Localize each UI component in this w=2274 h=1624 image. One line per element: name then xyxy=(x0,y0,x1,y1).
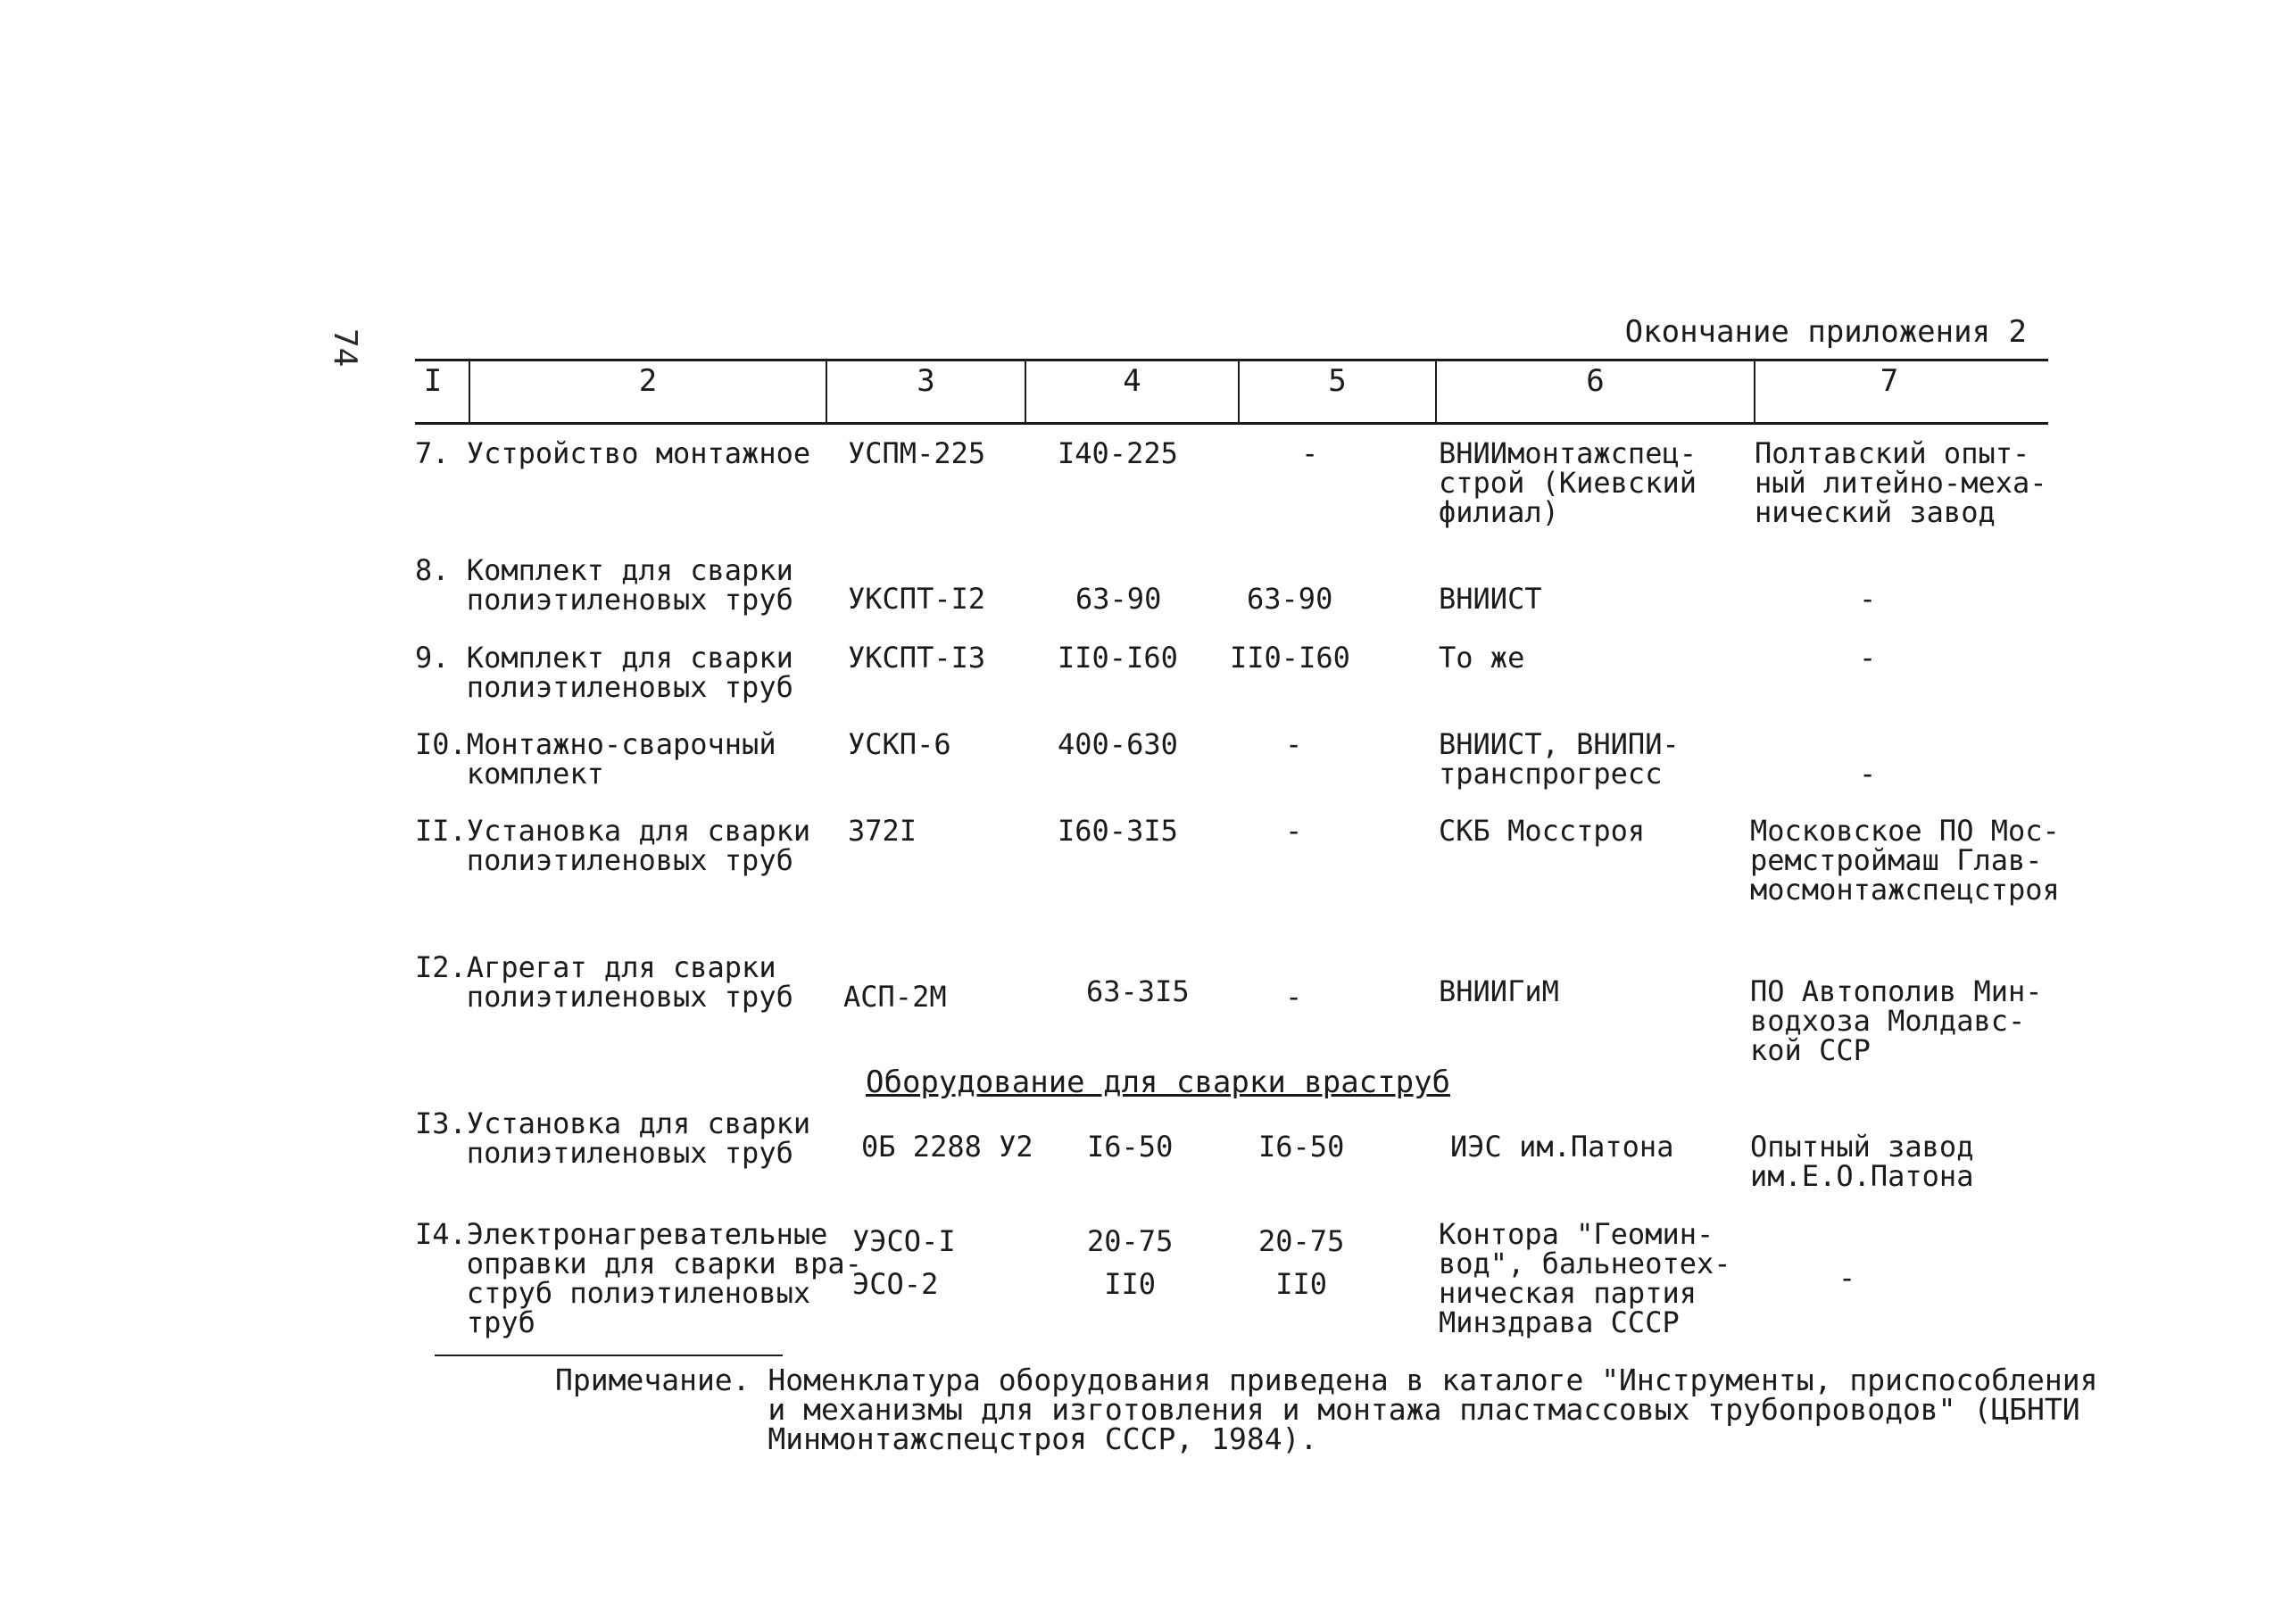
row-model: 372I xyxy=(848,814,917,848)
table-header-rule xyxy=(415,422,2048,425)
row-range-b: 63-90 xyxy=(1247,582,1333,616)
row-item-name: I0.Монтажно-сварочный комплект xyxy=(415,727,776,791)
row-developer: ВНИИмонтажспец- строй (Киевский филиал) xyxy=(1439,436,1697,529)
page-number: 74 xyxy=(327,328,363,368)
row-range-b: II0-I60 xyxy=(1230,641,1350,675)
row-item-name: II.Установка для сварки полиэтиленовых труб xyxy=(415,814,811,877)
row-developer: ВНИИГиМ xyxy=(1439,974,1559,1008)
appendix-subtitle: Окончание приложения 2 xyxy=(1624,314,2027,350)
row-range-b: 20-75 II0 xyxy=(1258,1224,1345,1301)
row-developer: ВНИИСТ, ВНИПИ- транспрогресс xyxy=(1439,727,1680,791)
row-manufacturer: - xyxy=(1859,757,1877,791)
section-heading: Оборудование для сварки враструб xyxy=(866,1065,1451,1100)
column-header: I xyxy=(423,363,443,399)
row-range-a: I40-225 xyxy=(1058,436,1178,470)
row-manufacturer: Опытный завод им.Е.О.Патона xyxy=(1750,1130,1974,1193)
row-model: УСКП-6 xyxy=(848,727,951,761)
row-manufacturer: Полтавский опыт- ный литейно-меха- нический завод xyxy=(1755,436,2047,529)
row-range-a: 400-630 xyxy=(1058,727,1178,761)
row-item-name: I2.Агрегат для сварки полиэтиленовых труб xyxy=(415,950,793,1014)
table-top-rule xyxy=(415,359,2048,361)
row-model: УКСПТ-I2 xyxy=(848,582,986,616)
row-model: АСП-2М xyxy=(843,980,947,1014)
row-manufacturer: - xyxy=(1859,641,1877,675)
row-item-name: 8. Комплект для сварки полиэтиленовых труб xyxy=(415,553,793,617)
footnote: Примечание. Номенклатура оборудования приведена в каталоге "Инструменты, приспособления и механизмы для изготовления и монтажа пластмассовых трубопроводов" (ЦБНТИ Минмонтажспецстроя СССР, 1984). xyxy=(555,1363,2098,1456)
row-item-name: I4.Электронагревательные оправки для сварки вра- струб полиэтиленовых труб xyxy=(415,1217,862,1339)
row-developer: СКБ Мосстроя xyxy=(1439,814,1646,848)
column-header: 6 xyxy=(1586,363,1605,399)
row-range-b: - xyxy=(1285,727,1303,761)
row-manufacturer: - xyxy=(1859,582,1877,616)
row-range-b: I6-50 xyxy=(1258,1130,1345,1164)
column-header: 5 xyxy=(1328,363,1347,399)
row-developer: То же xyxy=(1439,641,1525,675)
column-header: 4 xyxy=(1123,363,1141,399)
row-model: УСПМ-225 xyxy=(848,436,986,470)
row-range-a: I60-3I5 xyxy=(1058,814,1178,848)
row-range-a: I6-50 xyxy=(1087,1130,1174,1164)
row-developer: ИЭС им.Патона xyxy=(1450,1130,1674,1164)
row-range-a: 63-90 xyxy=(1075,582,1162,616)
row-item-name: 9. Комплект для сварки полиэтиленовых труб xyxy=(415,641,793,704)
row-model: УКСПТ-I3 xyxy=(848,641,986,675)
row-developer: ВНИИСТ xyxy=(1439,582,1542,616)
row-model: 0Б 2288 У2 xyxy=(861,1130,1033,1164)
row-manufacturer: - xyxy=(1838,1261,1856,1295)
row-item-name: 7. Устройство монтажное xyxy=(415,436,811,470)
row-manufacturer: Московское ПО Мос- ремстроймаш Глав- мосмонтажспецстроя xyxy=(1750,814,2060,907)
row-manufacturer: ПО Автополив Мин- водхоза Молдавс- кой ССР xyxy=(1750,974,2043,1067)
row-range-b: - xyxy=(1301,436,1319,470)
row-item-name: I3.Установка для сварки полиэтиленовых труб xyxy=(415,1106,811,1170)
row-model: УЭСО-I ЭСО-2 xyxy=(852,1224,956,1301)
column-header: 7 xyxy=(1880,363,1899,399)
footnote-separator xyxy=(435,1355,783,1356)
row-range-b: - xyxy=(1285,980,1303,1014)
row-range-a: II0-I60 xyxy=(1058,641,1178,675)
row-range-a: 20-75 II0 xyxy=(1087,1224,1174,1301)
row-developer: Контора "Геомин- вод", бальнеотех- ническая партия Минздрава СССР xyxy=(1439,1217,1731,1339)
column-header: 3 xyxy=(917,363,935,399)
row-range-a: 63-3I5 xyxy=(1086,974,1190,1008)
column-header: 2 xyxy=(638,363,658,399)
row-range-b: - xyxy=(1285,814,1303,848)
